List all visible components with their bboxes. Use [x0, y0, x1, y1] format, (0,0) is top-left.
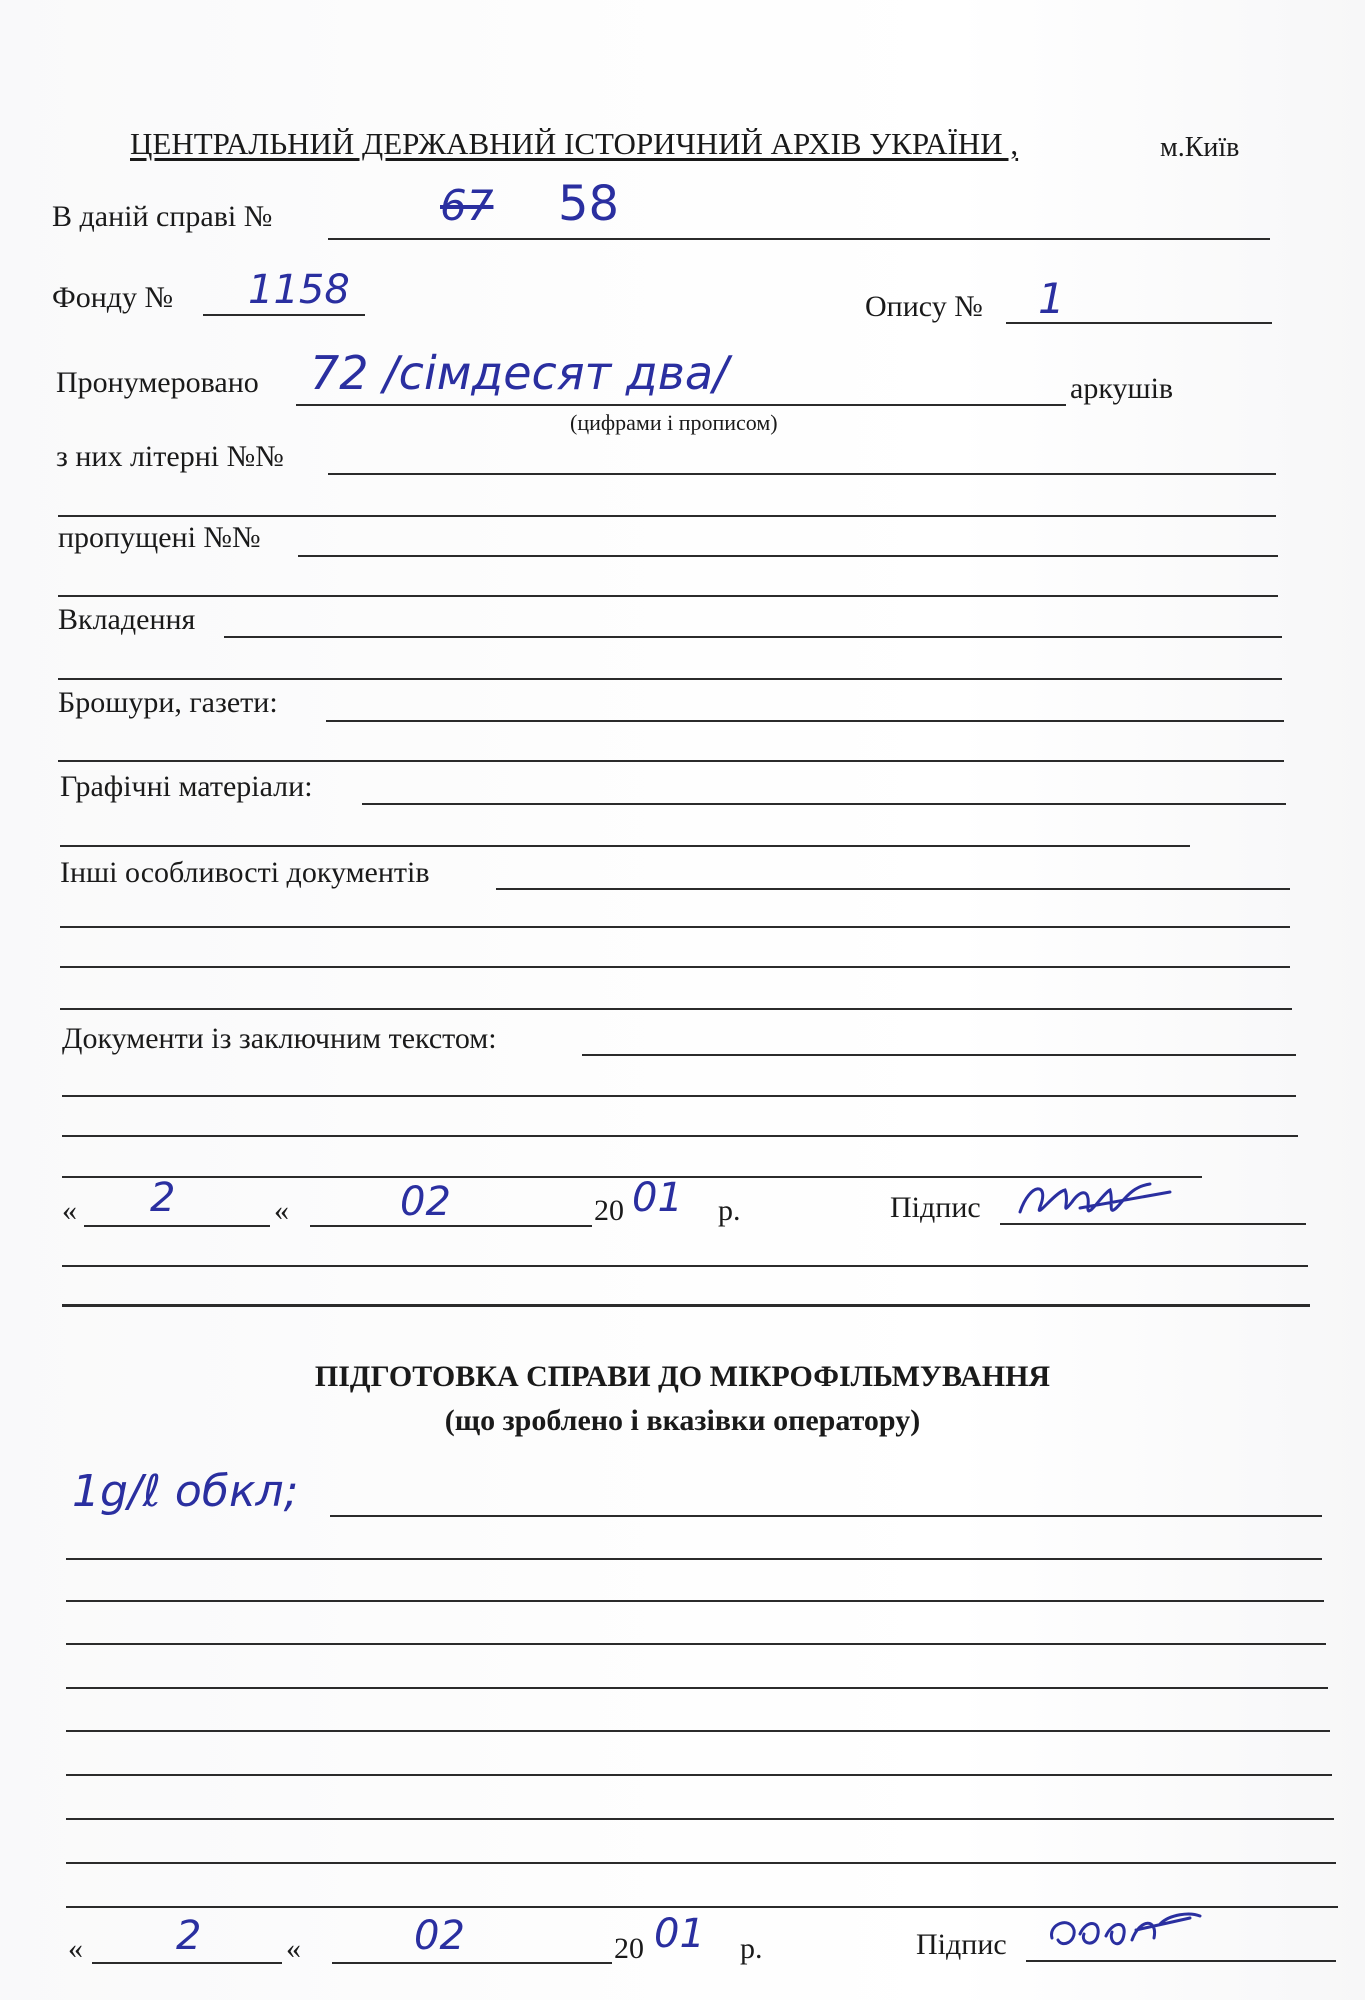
- attachments-label: Вкладення: [58, 603, 196, 636]
- opys-value: 1: [1038, 274, 1065, 323]
- section2-title: ПІДГОТОВКА СПРАВИ ДО МІКРОФІЛЬМУВАННЯ: [314, 1360, 1051, 1393]
- date2-r: р.: [740, 1932, 763, 1965]
- final-text-line: [582, 1054, 1296, 1056]
- lettered-label: з них літерні №№: [56, 440, 284, 473]
- note-line-3: [66, 1600, 1324, 1602]
- date2-day-line: [92, 1962, 282, 1964]
- brochures-label: Брошури, газети:: [58, 686, 278, 719]
- note-line-9: [66, 1862, 1336, 1864]
- numbered-hint: (цифрами і прописом): [570, 410, 778, 435]
- city-label: м.Київ: [1160, 132, 1240, 163]
- other-line: [496, 888, 1290, 890]
- date2-month-line: [332, 1962, 612, 1964]
- case-crossed-value: 67: [440, 181, 494, 230]
- fond-value: 1158: [248, 267, 350, 313]
- brochures-line: [326, 720, 1284, 722]
- date2-open-quote: «: [68, 1932, 83, 1965]
- fond-label: Фонду №: [52, 281, 174, 314]
- case-line: [328, 238, 1270, 240]
- attachments-line-2: [58, 678, 1282, 680]
- attachments-line: [224, 636, 1282, 638]
- numbered-label: Пронумеровано: [56, 366, 259, 399]
- signature-1: [1010, 1172, 1180, 1232]
- date2-mid-quote: «: [286, 1932, 301, 1965]
- note-line-6: [66, 1730, 1330, 1732]
- date1-day: 2: [150, 1175, 176, 1221]
- other-line-3: [60, 966, 1290, 968]
- other-label: Інші особливості документів: [60, 856, 430, 889]
- final-text-line-2: [62, 1095, 1296, 1097]
- date1-sign-label: Підпис: [890, 1191, 981, 1224]
- date1-year-suffix: 01: [632, 1175, 683, 1221]
- date1-mid-quote: «: [274, 1194, 289, 1227]
- lettered-line-2: [58, 515, 1276, 517]
- graphics-line-2: [60, 845, 1190, 847]
- lettered-line: [328, 473, 1276, 475]
- final-text-label: Документи із заключним текстом:: [62, 1022, 497, 1055]
- date2-sign-label: Підпис: [916, 1928, 1007, 1961]
- section2-subtitle: (що зроблено і вказівки оператору): [444, 1404, 921, 1437]
- numbered-suffix: аркушів: [1070, 372, 1174, 405]
- note-line-8: [66, 1818, 1334, 1820]
- case-value: 58: [558, 176, 620, 232]
- brochures-line-2: [58, 760, 1284, 762]
- other-line-4: [60, 1008, 1292, 1010]
- date2-day: 2: [176, 1913, 202, 1959]
- skipped-line: [298, 555, 1278, 557]
- archive-title: ЦЕНТРАЛЬНИЙ ДЕРЖАВНИЙ ІСТОРИЧНИЙ АРХІВ УКРАЇНИ ,: [130, 126, 1019, 161]
- date2-year-suffix: 01: [654, 1911, 705, 1957]
- date1-year-prefix: 20: [594, 1194, 624, 1227]
- case-label: В даній справі №: [52, 200, 273, 233]
- other-line-2: [60, 926, 1290, 928]
- date2-year-prefix: 20: [614, 1932, 644, 1965]
- skipped-label: пропущені №№: [58, 521, 261, 554]
- note-line-1: [330, 1515, 1322, 1517]
- section2-note: 1g/ℓ обкл;: [72, 1466, 299, 1517]
- signature-2: [1040, 1904, 1210, 1964]
- date1-day-line: [84, 1225, 270, 1227]
- date1-open-quote: «: [62, 1194, 77, 1227]
- date2-month: 02: [414, 1913, 465, 1959]
- note-line-2: [66, 1558, 1322, 1560]
- skipped-line-2: [58, 595, 1278, 597]
- numbered-value: 72 /сімдесят два/: [310, 346, 729, 400]
- note-line-5: [66, 1687, 1328, 1689]
- final-text-line-3: [62, 1135, 1298, 1137]
- date1-month-line: [310, 1225, 592, 1227]
- separator-line-2: [62, 1304, 1310, 1307]
- graphics-label: Графічні матеріали:: [60, 770, 313, 803]
- note-line-7: [66, 1774, 1332, 1776]
- date1-month: 02: [400, 1179, 451, 1225]
- date1-r: р.: [718, 1194, 741, 1227]
- separator-line-1: [62, 1265, 1308, 1267]
- numbered-line: [296, 404, 1066, 406]
- fond-line: [203, 314, 365, 316]
- opys-label: Опису №: [865, 290, 983, 323]
- graphics-line: [362, 803, 1286, 805]
- note-line-4: [66, 1643, 1326, 1645]
